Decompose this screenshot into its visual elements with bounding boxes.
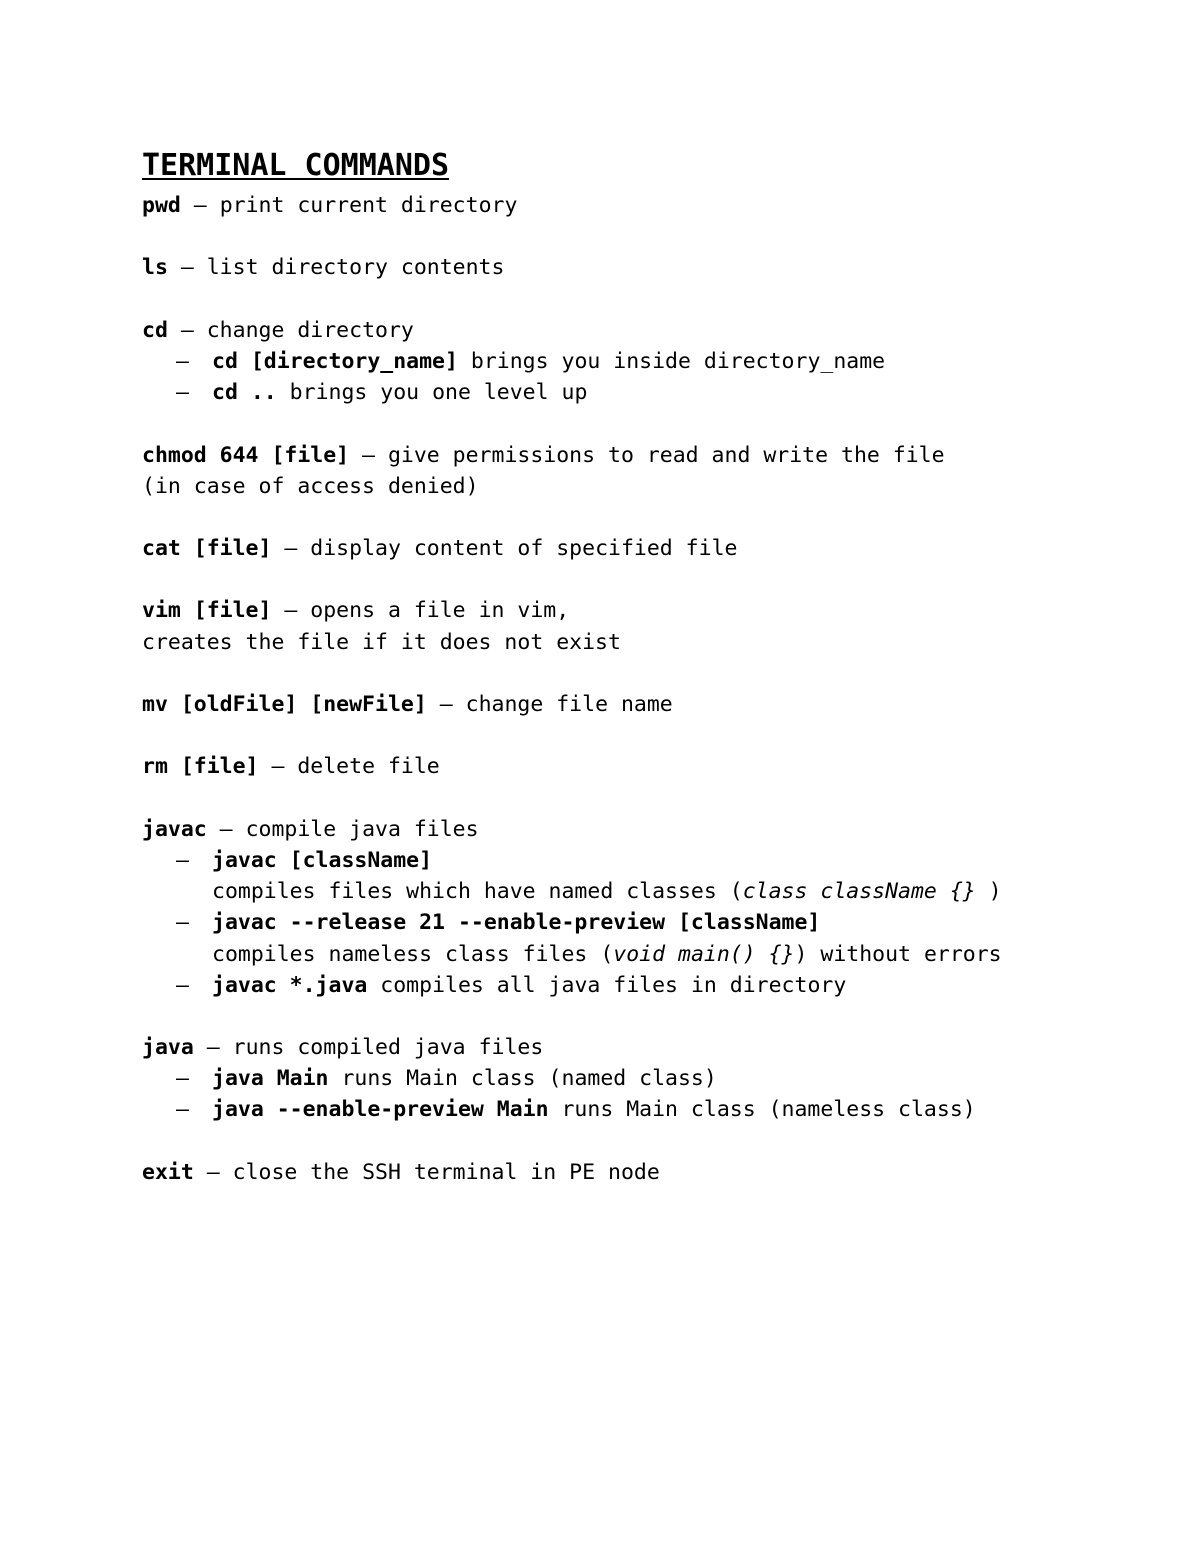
javac-sub2-code: void main() {}: [613, 941, 795, 967]
ls-command: ls: [142, 255, 168, 281]
javac-sub1-text: compiles files which have named classes (: [212, 879, 743, 905]
separator: –: [206, 816, 246, 842]
javac-sub2-continuation: [142, 939, 1142, 970]
page-title: TERMINAL COMMANDS: [142, 148, 450, 183]
spacer: [142, 658, 1142, 689]
separator: –: [193, 1035, 233, 1061]
ls-description: list directory contents: [206, 255, 505, 281]
bullet-dash: –: [176, 910, 189, 936]
separator: –: [258, 754, 298, 780]
bullet-dash: –: [176, 972, 189, 998]
exit-entry: [142, 1157, 1142, 1188]
separator: –: [271, 536, 311, 562]
cd-sub1-command: cd [directory_name]: [212, 348, 458, 374]
exit-command: exit: [142, 1159, 194, 1185]
spacer: [142, 221, 1142, 252]
spacer: [142, 284, 1142, 315]
chmod-continuation: (in case of access denied): [142, 473, 479, 499]
separator: –: [426, 692, 466, 717]
java-sub1-description: runs Main class (named class): [328, 1066, 717, 1092]
cd-sub2-description: brings you one level up: [276, 380, 588, 406]
pwd-entry: [142, 190, 1142, 221]
bullet-dash: –: [176, 1066, 189, 1092]
javac-sub1-continuation: [142, 876, 1142, 907]
spacer: [142, 783, 1142, 814]
vim-entry: [142, 595, 1142, 626]
java-sub2-description: runs Main class (nameless class): [548, 1097, 976, 1123]
cd-subitem-1: [142, 346, 1142, 377]
chmod-command: chmod 644 [file]: [142, 442, 350, 468]
javac-sub2-command: javac --release 21 --enable-preview [className]: [212, 910, 821, 936]
vim-command: vim [file]: [142, 598, 272, 624]
rm-command: rm [file]: [142, 754, 259, 780]
javac-sub1-code: class className {}: [742, 879, 976, 905]
cd-subitem-2: [142, 377, 1142, 408]
document-page: [142, 148, 1142, 1188]
java-entry: [142, 1032, 1142, 1063]
spacer: [142, 564, 1142, 595]
separator: –: [167, 317, 207, 343]
javac-sub3-description: compiles all java files in directory: [367, 972, 847, 998]
spacer: [142, 408, 1142, 439]
cd-description: change directory: [206, 317, 414, 343]
ls-entry: [142, 252, 1142, 283]
javac-description: compile java files: [245, 816, 479, 842]
rm-entry: [142, 751, 1142, 782]
mv-command: mv [oldFile] [newFile]: [142, 692, 427, 717]
separator: –: [271, 598, 311, 624]
exit-description: close the SSH terminal in PE node: [232, 1159, 660, 1185]
bullet-dash: –: [176, 847, 189, 873]
spacer: [142, 1001, 1142, 1032]
spacer: [142, 1126, 1142, 1157]
javac-sub1-command: javac [className]: [212, 847, 433, 873]
javac-subitem-3: [142, 970, 1142, 1001]
cd-command: cd: [142, 317, 168, 343]
chmod-entry: [142, 440, 1142, 471]
javac-entry: [142, 814, 1142, 845]
spacer: [142, 502, 1142, 533]
cat-description: display content of specified file: [310, 536, 738, 562]
bullet-dash: –: [176, 380, 189, 406]
vim-continuation: creates the file if it does not exist: [142, 629, 621, 655]
java-command: java: [142, 1035, 194, 1061]
java-subitem-1: [142, 1063, 1142, 1094]
java-description: runs compiled java files: [232, 1035, 544, 1061]
java-sub1-command: java Main: [212, 1066, 329, 1092]
separator: –: [180, 193, 220, 218]
separator: –: [193, 1159, 233, 1185]
chmod-description: give permissions to read and write the file: [387, 442, 945, 468]
javac-command: javac: [142, 816, 207, 842]
pwd-command: pwd: [142, 193, 181, 218]
separator: –: [167, 255, 207, 281]
bullet-dash: –: [176, 348, 189, 374]
bullet-dash: –: [176, 1097, 189, 1123]
cd-sub2-command: cd ..: [212, 380, 277, 406]
spacer: [142, 720, 1142, 751]
java-sub2-command: java --enable-preview Main: [212, 1097, 549, 1123]
javac-subitem-2: [142, 907, 1142, 938]
cat-entry: [142, 533, 1142, 564]
mv-description: change file name: [465, 692, 673, 717]
rm-description: delete file: [297, 754, 440, 780]
vim-description: opens a file in vim,: [310, 598, 570, 624]
separator: –: [349, 442, 388, 468]
pwd-description: print current directory: [219, 193, 518, 218]
javac-sub2-text: compiles nameless class files (: [212, 941, 614, 967]
javac-sub2-text-end: ) without errors: [794, 941, 1002, 967]
cd-sub1-description: brings you inside directory_name: [457, 348, 886, 374]
java-subitem-2: [142, 1094, 1142, 1125]
javac-subitem-1: [142, 845, 1142, 876]
javac-sub3-command: javac *.java: [212, 972, 368, 998]
cd-entry: [142, 315, 1142, 346]
mv-entry: [142, 689, 1142, 720]
cat-command: cat [file]: [142, 536, 272, 562]
javac-sub1-text-end: ): [975, 879, 1002, 905]
